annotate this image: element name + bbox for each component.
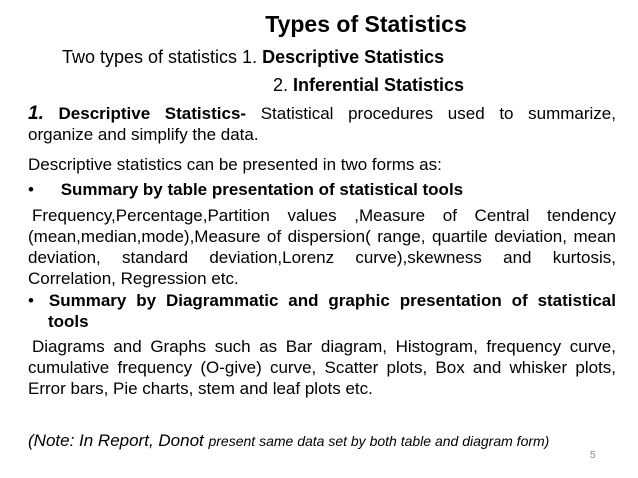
bullet-1 xyxy=(28,179,616,200)
note-part-2: present same data set by both table and diagram form) xyxy=(208,433,550,449)
bullet-1-detail: Frequency,Percentage,Partition values ,Measure of Central tendency (mean,median,mode),Measure of dispersion( range, quartile deviation, mean deviation, standard deviation,Lorenz curve),skewness and kurtosis, Correlation, Regression etc. xyxy=(28,206,616,288)
bullet-2-detail: Diagrams and Graphs such as Bar diagram, Histogram, frequency curve, cumulative frequency (O-give) curve, Scatter plots, Box and whisker plots, Error bars, Pie charts, stem and leaf plots etc. xyxy=(28,337,616,398)
subtitle-line-1 xyxy=(62,46,444,68)
bullet-2-heading: Summary by Diagrammatic and graphic presentation of statistical tools xyxy=(48,291,616,331)
section-heading: Descriptive Statistics- xyxy=(43,104,247,123)
bullet-1-marker: • xyxy=(28,180,34,199)
slide-title: Types of Statistics xyxy=(265,11,467,37)
bullet-2 xyxy=(28,290,616,332)
page-number: 5 xyxy=(590,450,596,461)
note-part-1: (Note: In Report, Donot xyxy=(28,431,209,450)
forms-intro: Descriptive statistics can be presented in two forms as: xyxy=(28,155,442,174)
note xyxy=(28,430,549,452)
bullet-1-heading: Summary by table presentation of statistical tools xyxy=(60,180,464,199)
subtitle-type-2: Inferential Statistics xyxy=(293,75,465,95)
section-number: 1. xyxy=(28,103,44,124)
subtitle-number-2: 2. xyxy=(273,75,294,95)
subtitle-line-2 xyxy=(273,74,464,96)
section-definition xyxy=(28,103,616,145)
bullet-2-marker: • xyxy=(28,291,34,310)
section-definition-text: Statistical procedures used to summarize, organize and simplify the data. xyxy=(28,104,616,144)
subtitle-prefix: Two types of statistics 1. xyxy=(62,47,263,67)
subtitle-type-1: Descriptive Statistics xyxy=(262,47,445,67)
